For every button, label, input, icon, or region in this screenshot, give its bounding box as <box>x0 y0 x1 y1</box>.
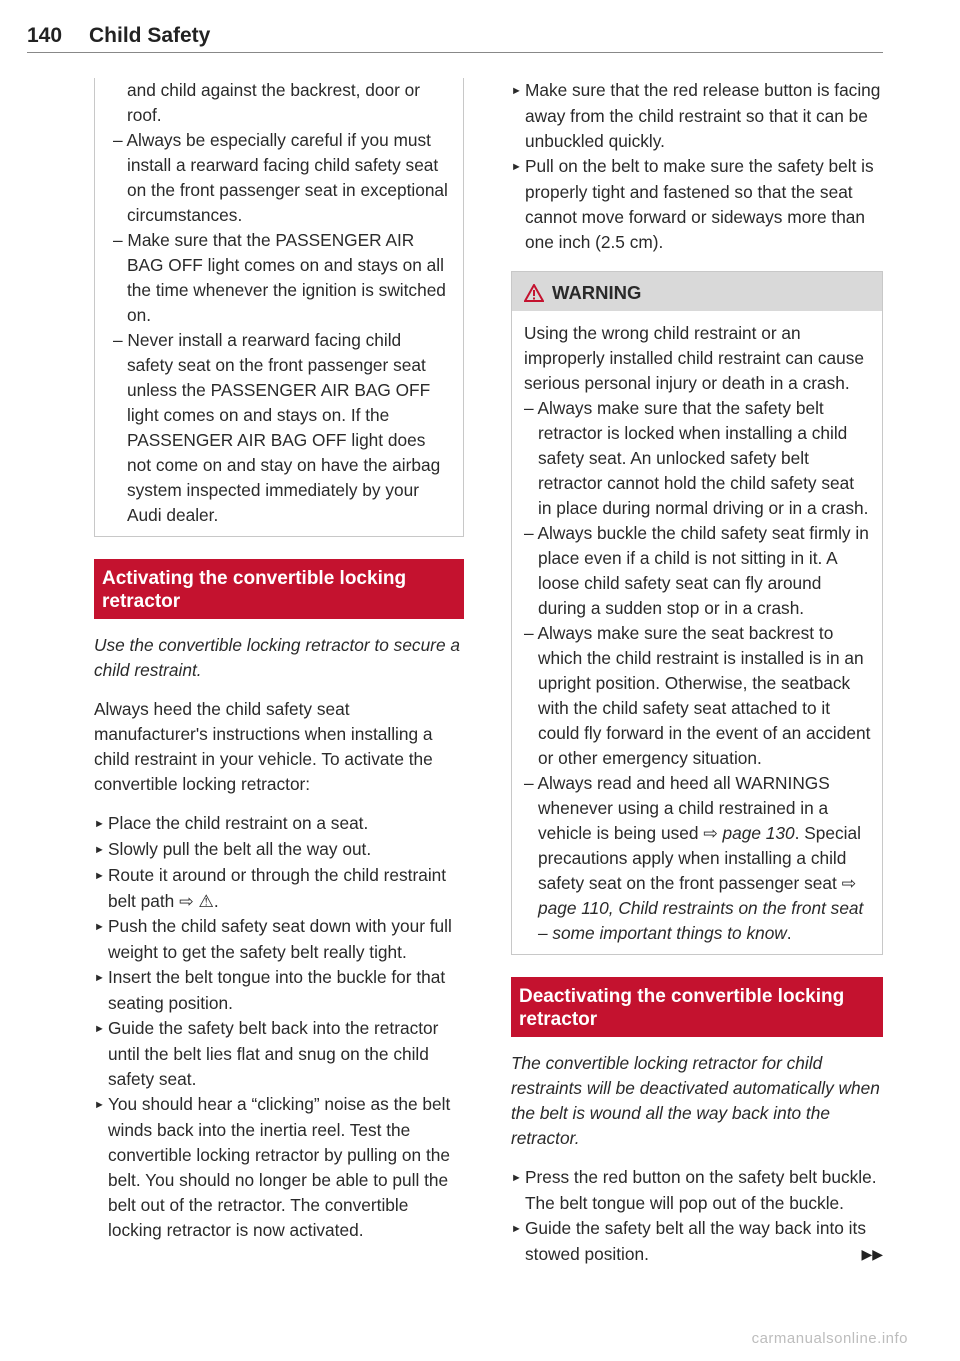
note-box <box>94 78 464 537</box>
right-column <box>511 78 883 1267</box>
warning-text: . Special precautions apply when installing a child safety seat on the front passenger seat <box>538 823 861 893</box>
page-reference-link[interactable]: ⇨ page 110, Child restraints on the front seat – some important things to know <box>538 873 864 943</box>
warning-item: – Always make sure the seat backrest to which the child restraint is installed is in an upright position. Otherwise, the seatback with the child safety seat attached to it could fly forward in the event of an accident or other emergency situation. <box>524 621 872 771</box>
step-item: ► Guide the safety belt back into the retractor until the belt lies flat and snug on the child safety seat. <box>94 1016 464 1092</box>
step-item: ► Place the child restraint on a seat. <box>94 811 464 837</box>
step-item: ► Push the child safety seat down with your full weight to get the safety belt really tight. <box>94 914 464 965</box>
page-number: 140 <box>27 24 63 47</box>
warning-item: – Always buckle the child safety seat firmly in place even if a child is not sitting in it. A loose child safety seat can fly around during a sudden stop or in a crash. <box>524 521 872 621</box>
section-paragraph: Always heed the child safety seat manufacturer's instructions when installing a child restraint in your vehicle. To activate the convertible locking retractor: <box>94 699 433 794</box>
section-heading-activating: Activating the convertible locking retractor <box>94 559 464 619</box>
step-item: ► Guide the safety belt all the way back into its stowed position. <box>511 1216 883 1267</box>
warning-header <box>512 272 882 311</box>
step-item: ► Insert the belt tongue into the buckle for that seating position. <box>94 965 464 1016</box>
step-item: ► You should hear a “clicking” noise as the belt winds back into the inertia reel. Test the convertible locking retractor by pulling on the belt. You should no longer be able to pull the belt out of the retractor. The convertible locking retractor is now activated. <box>94 1092 464 1243</box>
note-item: – Never install a rearward facing child safety seat on the front passenger seat unless the PASSENGER AIR BAG OFF light comes on and stays on. If the PASSENGER AIR BAG OFF light does not come on and stay on have the airbag system inspected immediately by your Audi dealer. <box>113 328 449 528</box>
warning-body <box>512 311 882 954</box>
left-column <box>94 78 464 1243</box>
continue-icon: ▶▶ <box>861 1246 883 1262</box>
warning-triangle-icon <box>524 284 544 302</box>
warning-box <box>511 271 883 955</box>
page-title: Child Safety <box>89 24 211 47</box>
warning-item: – Always make sure that the safety belt retractor is locked when installing a child safety seat. An unlocked safety belt retractor cannot hold the child safety seat in place during normal driving or in a crash. <box>524 396 872 521</box>
warning-text: Always read and heed all WARNINGS whenever using a child restrained in a vehicle is being used <box>537 773 830 843</box>
note-continuation: and child against the backrest, door or roof. <box>127 80 420 125</box>
page-header <box>27 22 883 53</box>
warning-item <box>524 771 872 946</box>
warning-text: . <box>786 923 792 943</box>
step-item: ► Slowly pull the belt all the way out. <box>94 837 464 863</box>
warning-intro: Using the wrong child restraint or an improperly installed child restraint can cause serious personal injury or death in a crash. <box>524 323 865 393</box>
section-intro: The convertible locking retractor for child restraints will be deactivated automatically when the belt is wound all the way back into the retractor. <box>511 1053 880 1148</box>
step-item: ► Route it around or through the child restraint belt path ⇨ ⚠. <box>94 863 464 914</box>
note-item: – Always be especially careful if you must install a rearward facing child safety seat on the front passenger seat in exceptional circumstances. <box>113 128 449 228</box>
section-heading-deactivating: Deactivating the convertible locking retractor <box>511 977 883 1037</box>
step-item: ► Pull on the belt to make sure the safety belt is properly tight and fastened so that the seat cannot move forward or sideways more than one inch (2.5 cm). <box>511 154 883 255</box>
step-item: ► Make sure that the red release button is facing away from the child restraint so that it can be unbuckled quickly. <box>511 78 883 154</box>
step-item: ► Press the red button on the safety belt buckle. The belt tongue will pop out of the buckle. <box>511 1165 883 1216</box>
watermark: carmanualsonline.info <box>751 1330 908 1347</box>
section-intro: Use the convertible locking retractor to secure a child restraint. <box>94 635 460 680</box>
warning-title: WARNING <box>552 282 642 303</box>
note-item: – Make sure that the PASSENGER AIR BAG OFF light comes on and stays on all the time whenever the ignition is switched on. <box>113 228 449 328</box>
page-reference-link[interactable]: ⇨ page 130 <box>703 823 795 843</box>
